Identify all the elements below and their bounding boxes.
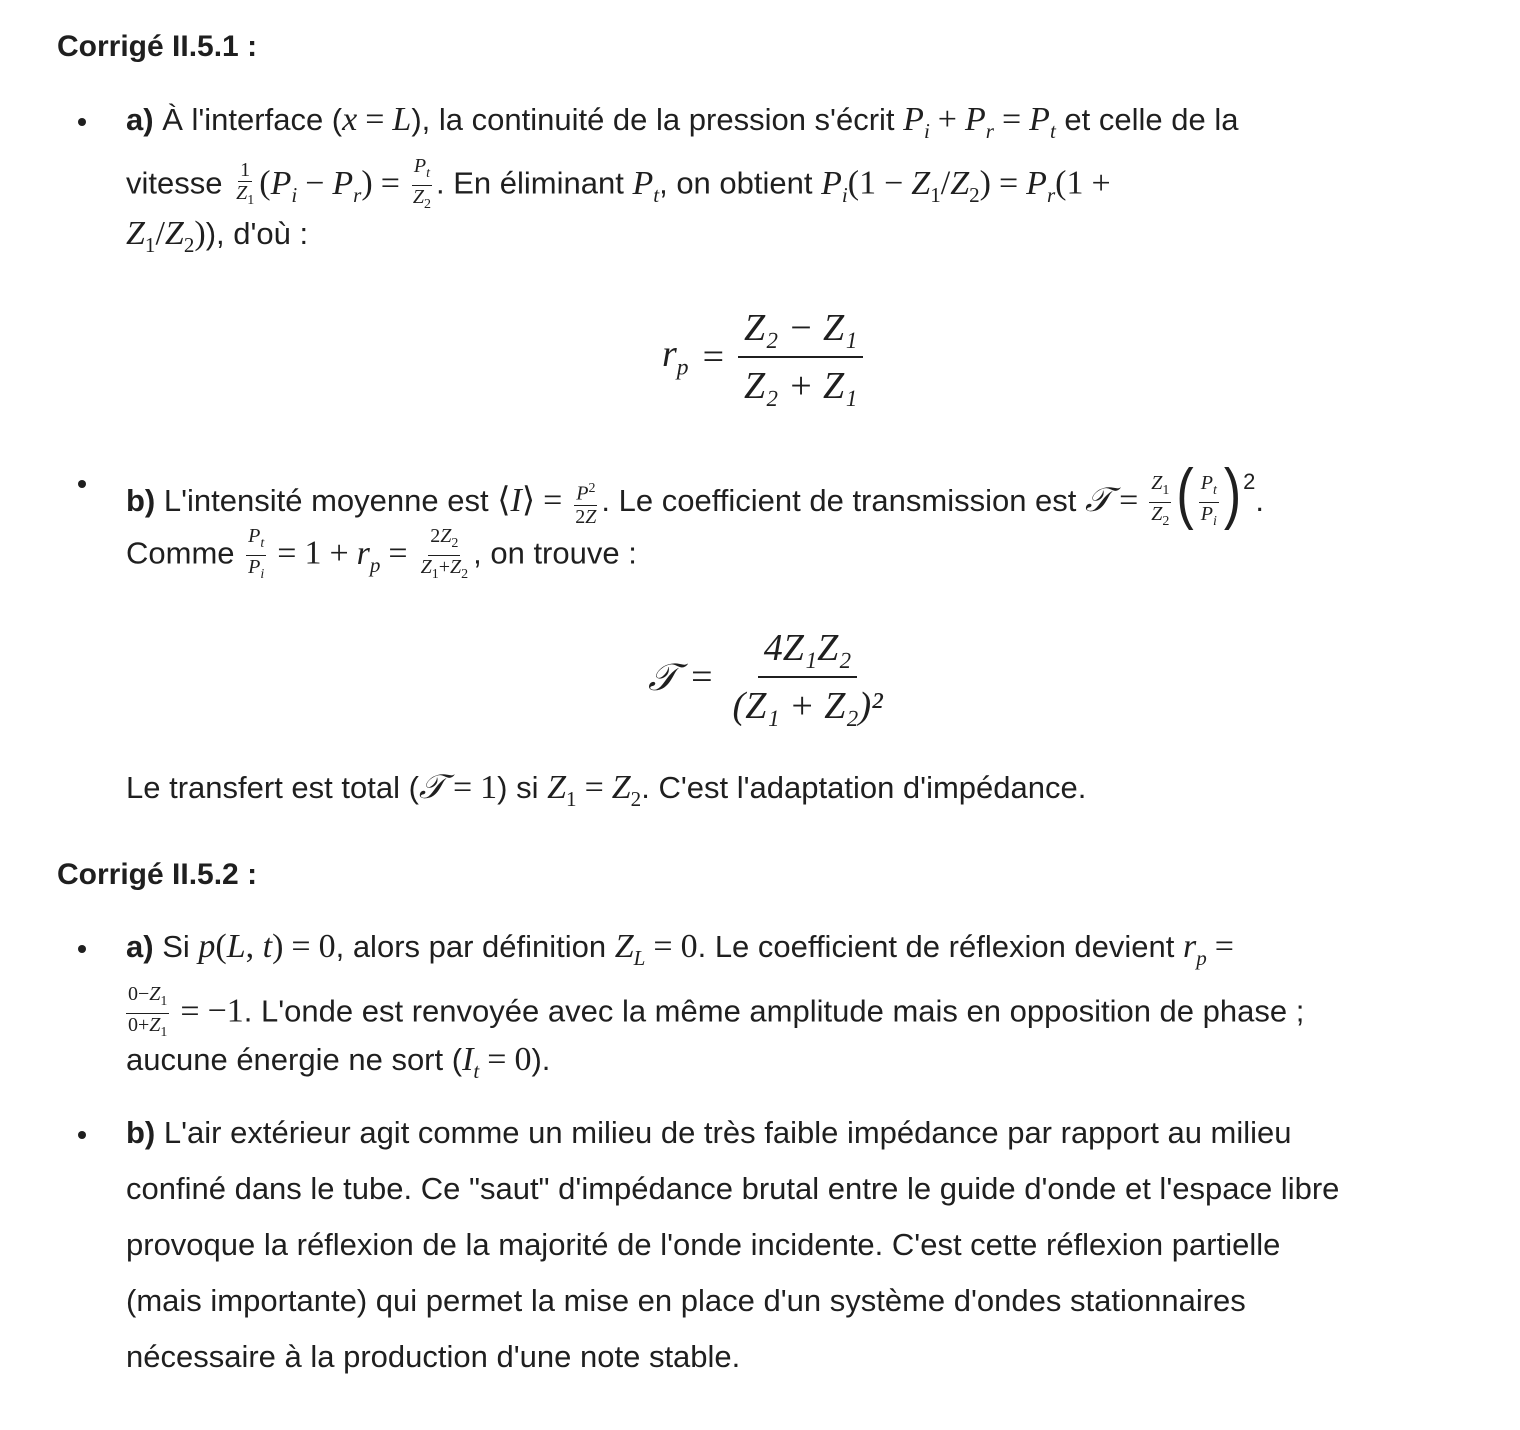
section-heading-1: Corrigé II.5.1 : — [57, 30, 258, 63]
equation-transmission-coefficient: 𝒯 = $\frac{\text{4Z₁Z₂}}{\text{(Z₁ + Z₂)²}}$ — [648, 627, 883, 727]
fraction: $\frac{P_t}{P_i}$ — [1200, 472, 1217, 530]
s2-b-line-4: (mais importante) qui permet la mise en place d'un système d'ondes stationnaires — [126, 1283, 1246, 1318]
s2-a-line-3: aucune énergie ne sort $(I_t = 0)$. — [126, 1041, 551, 1083]
item-label: b) — [126, 483, 156, 518]
fraction: $\frac{0-Z_1}{0+Z_1}$ — [128, 983, 168, 1040]
fraction: $\frac{2Z_2}{Z_1+Z_2}$ — [420, 525, 469, 582]
s1-b-line-2: Comme $\frac{P_t}{P_i}$ = $1 + r_p$ = $\frac{2Z_2}{Z_1+Z_2}$ , on trouve : — [126, 526, 637, 585]
equation-reflection-coefficient: $r_p$ = $\frac{\text{Z₂ − Z₁}}{\text{Z₂ + Z₁}}$ — [662, 306, 863, 408]
bullet-icon — [78, 480, 86, 488]
item-label: a) — [126, 929, 154, 964]
fraction: $\frac{Z_1}{Z_2}$ — [1151, 472, 1170, 530]
s2-b-line-2: confiné dans le tube. Ce "saut" d'impédance brutal entre le guide d'onde et l'espace libre — [126, 1171, 1340, 1206]
s1-a-line-1: a) À l'interface (x = L), la continuité de la pression s'écrit $P_i + P_r = P_t$ et celle de la — [126, 101, 1239, 143]
bullet-icon — [78, 118, 86, 126]
fraction: $\frac{P_t}{P_i}$ — [248, 525, 265, 582]
bullet-icon — [78, 945, 86, 953]
item-label: a) — [126, 102, 154, 137]
s2-a-line-1: a) Si p(L, t) = 0, alors par définition $Z_L = 0$. Le coefficient de réflexion devient $r_p$ = — [126, 928, 1234, 970]
s2-a-line-2: $\frac{0-Z_1}{0+Z_1}$ = −1. L'onde est renvoyée avec la même amplitude mais en opposition de phase ; — [126, 984, 1304, 1043]
s2-b-line-1: b) L'air extérieur agit comme un milieu de très faible impédance par rapport au milieu — [126, 1115, 1292, 1150]
fraction: $\frac{1}{Z_1}$ — [236, 159, 255, 208]
s1-a-line-2: vitesse $\frac{1}{Z_1}$ $(P_i - P_r)$ = $\frac{P_t}{Z_2}$ . En éliminant $P_t$, on obtient $P_i(1 - Z_1/Z_2) = P_r(1$ + — [126, 156, 1119, 215]
bullet-icon — [78, 1131, 86, 1139]
item-label: b) — [126, 1115, 156, 1150]
fraction: $\frac{P^2}{2Z}$ — [575, 480, 597, 528]
fraction: $\frac{P_t}{Z_2}$ — [412, 155, 432, 212]
s1-a-line-3: $Z_1/Z_2$)), d'où : — [126, 215, 309, 257]
s2-b-line-5: nécessaire à la production d'une note stable. — [126, 1339, 741, 1374]
s1-b-line-1: b) L'intensité moyenne est ⟨I⟩ = $\frac{P^2}{2Z}$ . Le coefficient de transmission est 𝒯 = $\frac{Z_1}{Z_2}$ ( $\frac{P_t}{P_i}$ )$^2$. — [126, 456, 1265, 532]
s2-b-line-3: provoque la réflexion de la majorité de l'onde incidente. C'est cette réflexion partielle — [126, 1227, 1281, 1262]
s1-conclusion: Le transfert est total (𝒯 = 1) si $Z_1 = Z_2$. C'est l'adaptation d'impédance. — [126, 769, 1087, 811]
section-heading-2: Corrigé II.5.2 : — [57, 858, 258, 891]
